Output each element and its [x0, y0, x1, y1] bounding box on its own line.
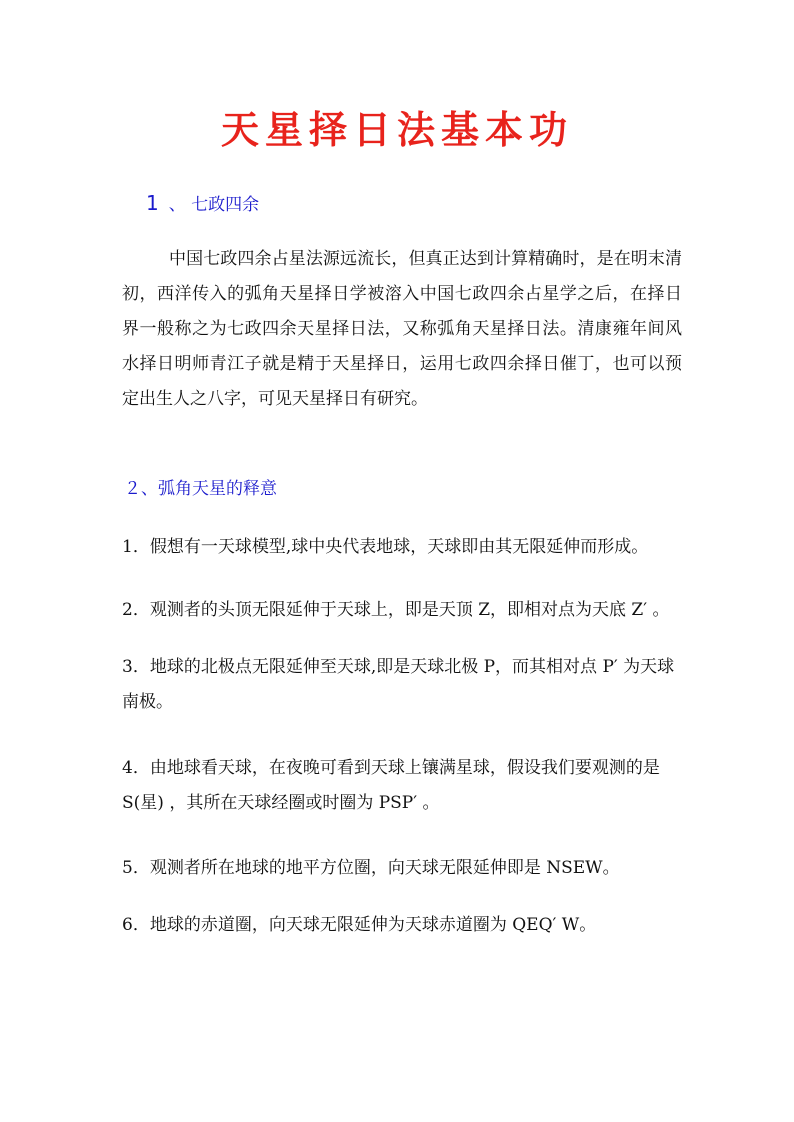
section-number: 1 [146, 191, 159, 215]
page-title: 天星择日法基本功 [220, 108, 573, 152]
list-item: 1．假想有一天球模型,球中央代表地球，天球即由其无限延伸而形成。 [122, 537, 649, 557]
list-item: 4．由地球看天球，在夜晚可看到天球上镶满星球，假设我们要观测的是 S(星) ，其所在天球经圈或时圈为 PSP′ 。 [122, 758, 660, 813]
section-heading-1 [146, 190, 259, 215]
list-item: 5．观测者所在地球的地平方位圈，向天球无限延伸即是 NSEW。 [122, 858, 620, 878]
section-heading-2: ２、弧角天星的释意 [124, 479, 277, 499]
intro-paragraph: 中国七政四余占星法源远流长，但真正达到计算精确时，是在明末清初，西洋传入的弧角天星择日学被溶入中国七政四余占星学之后，在择日界一般称之为七政四余天星择日法，又称弧角天星择日法。清康雍年间风水择日明师青江子就是精于天星择日，运用七政四余择日催丁，也可以预定出生人之八字，可见天星择日有研究。 [122, 249, 682, 409]
list-item: 6．地球的赤道圈，向天球无限延伸为天球赤道圈为 QEQ′ W。 [122, 915, 597, 935]
section-label: 、 七政四余 [168, 195, 260, 215]
list-item: 3．地球的北极点无限延伸至天球,即是天球北极 P，而其相对点 P′ 为天球南极。 [122, 657, 675, 712]
list-item: 2．观测者的头顶无限延伸于天球上，即是天顶 Z，即相对点为天底 Z′ 。 [122, 600, 670, 620]
